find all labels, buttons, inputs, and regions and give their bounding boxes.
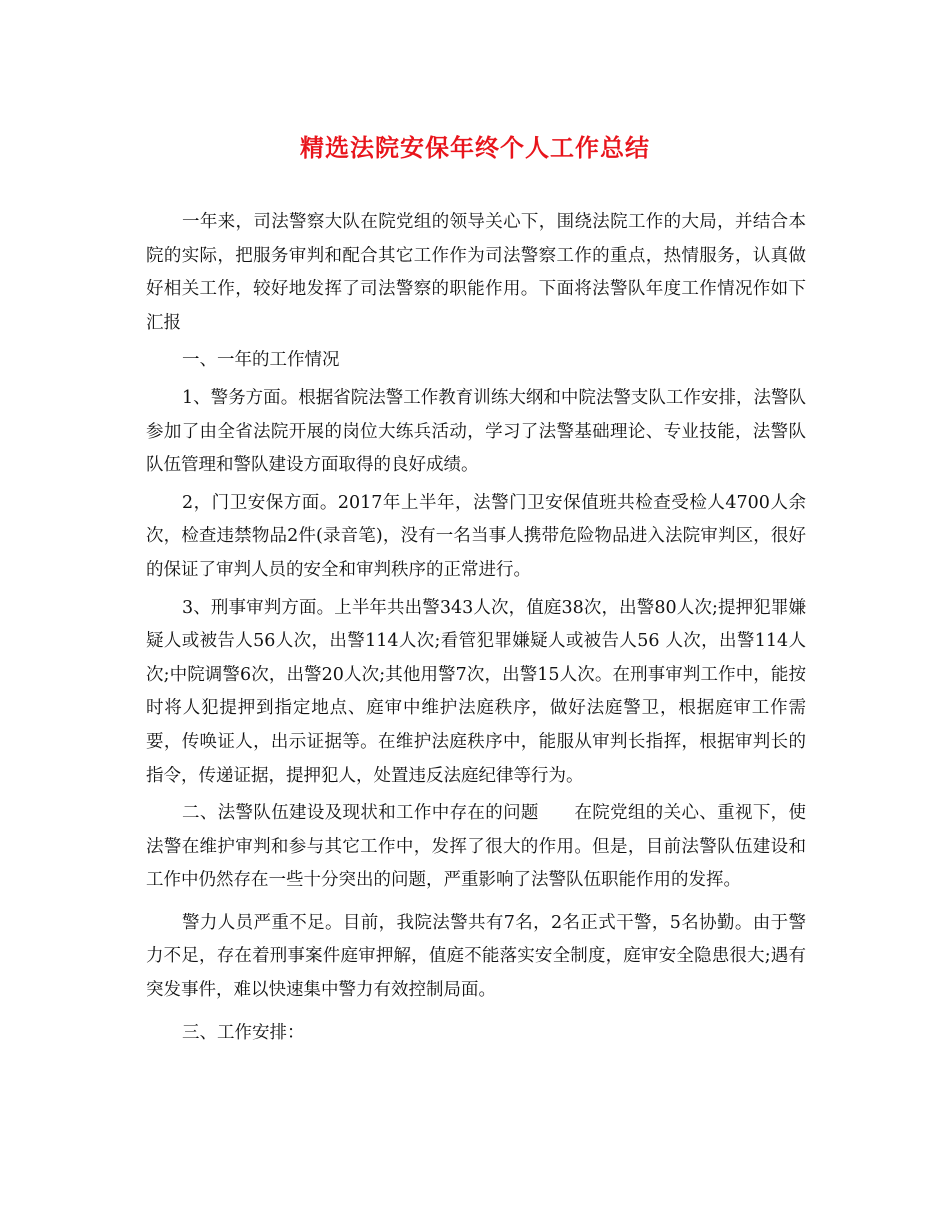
paragraph-staff-shortage: 警力人员严重不足。目前，我院法警共有7名，2名正式干警，5名协勤。由于警力不足，存在着刑事案件庭审押解，值庭不能落实安全制度，庭审安全隐患很大;遇有突发事件，难以快速集中警力有效控制局面。 <box>146 912 806 1001</box>
paragraph-criminal-trials: 3、刑事审判方面。上半年共出警343人次，值庭38次，出警80人次;提押犯罪嫌疑人或被告人56人次，出警114人次;看管犯罪嫌疑人或被告人56 人次，出警114人次;中院调警6次，出警20人次;其他用警7次，出警15人次。在刑事审判工作中，能按时将人犯提押到指定地点、庭审中维护法庭秩序，做好法庭警卫，根据庭审工作需要，传唤证人，出示证据等。在维护法庭秩序中，能服从审判长指挥，根据审判长的指令，传递证据，提押犯人，处置违反法庭纪律等行为。 <box>146 597 806 786</box>
document-title: 精选法院安保年终个人工作总结 <box>300 133 650 162</box>
section-heading-3: 三、工作安排： <box>182 1022 305 1043</box>
document-body <box>146 206 806 1050</box>
paragraph-gate-security: 2，门卫安保方面。2017年上半年，法警门卫安保值班共检查受检人4700人余次，检查违禁物品2件(录音笔)，没有一名当事人携带危险物品进入法院审判区，很好的保证了审判人员的安全和审判秩序的正常进行。 <box>146 492 806 580</box>
paragraph-intro: 一年来，司法警察大队在院党组的领导关心下，围绕法院工作的大局，并结合本院的实际，把服务审判和配合其它工作作为司法警察工作的重点，热情服务，认真做好相关工作，较好地发挥了司法警察的职能作用。下面将法警队年度工作情况作如下汇报 <box>146 212 806 333</box>
section-heading-1: 一、一年的工作情况 <box>182 350 340 371</box>
paragraph-team-building: 二、法警队伍建设及现状和工作中存在的问题 在院党组的关心、重视下，使法警在维护审判和参与其它工作中，发挥了很大的作用。但是，目前法警队伍建设和工作中仍然存在一些十分突出的问题，严重影响了法警队伍职能作用的发挥。 <box>146 803 806 891</box>
paragraph-police-affairs: 1、警务方面。根据省院法警工作教育训练大纲和中院法警支队工作安排，法警队参加了由全省法院开展的岗位大练兵活动，学习了法警基础理论、专业技能，法警队队伍管理和警队建设方面取得的良好成绩。 <box>146 387 806 476</box>
